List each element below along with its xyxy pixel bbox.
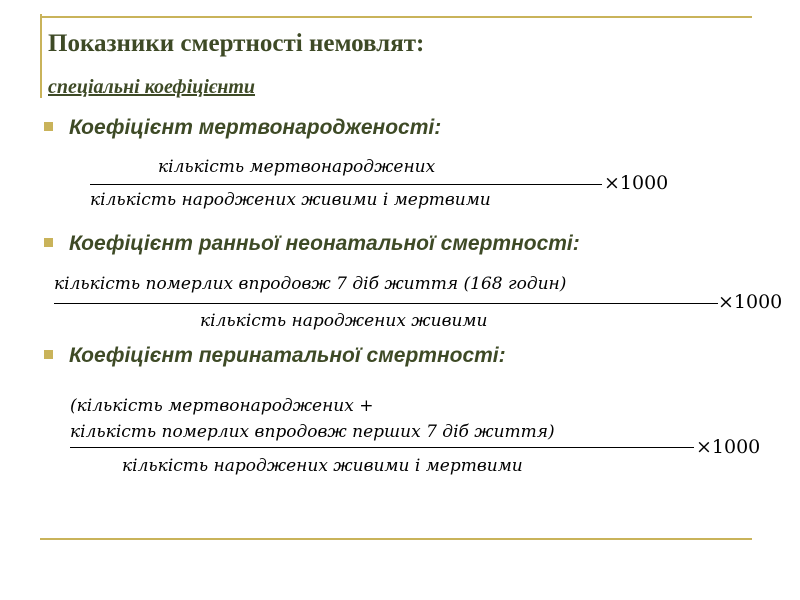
formula-denominator: кількість народжених живими і мертвими [122, 456, 523, 476]
fraction-bar [54, 303, 718, 304]
formula-numerator-line2: кількість померлих впродовж перших 7 діб життя) [70, 422, 555, 442]
formula-denominator: кількість народжених живими [200, 311, 488, 331]
formula-numerator-line1: (кількість мертвонароджених + [70, 396, 374, 416]
formula-multiplier: ×1000 [718, 291, 783, 313]
fraction-bar [90, 184, 602, 185]
slide-title: Показники смертності немовлят: [48, 30, 425, 57]
formula-denominator: кількість народжених живими і мертвими [90, 190, 491, 210]
formula-multiplier: ×1000 [696, 436, 761, 458]
square-bullet-icon [44, 350, 53, 359]
square-bullet-icon [44, 122, 53, 131]
fraction-bar [70, 447, 694, 448]
slide-subtitle: спеціальні коефіцієнти [48, 76, 256, 98]
bullet-heading: Коефіцієнт мертвонародженості: [69, 116, 442, 139]
left-accent-line [40, 14, 42, 98]
bottom-divider [40, 538, 752, 540]
bullet-heading: Коефіцієнт ранньої неонатальної смертності: [69, 232, 580, 255]
bullet-item-perinatal [44, 344, 506, 368]
bullet-item-stillbirth [44, 116, 441, 140]
bullet-item-early-neonatal [44, 232, 580, 256]
formula-numerator: кількість мертвонароджених [158, 157, 436, 177]
square-bullet-icon [44, 238, 53, 247]
formula-numerator: кількість померлих впродовж 7 діб життя (168 годин) [54, 274, 567, 294]
top-divider [40, 16, 752, 18]
bullet-heading: Коефіцієнт перинатальної смертності: [69, 344, 506, 367]
formula-multiplier: ×1000 [604, 172, 669, 194]
